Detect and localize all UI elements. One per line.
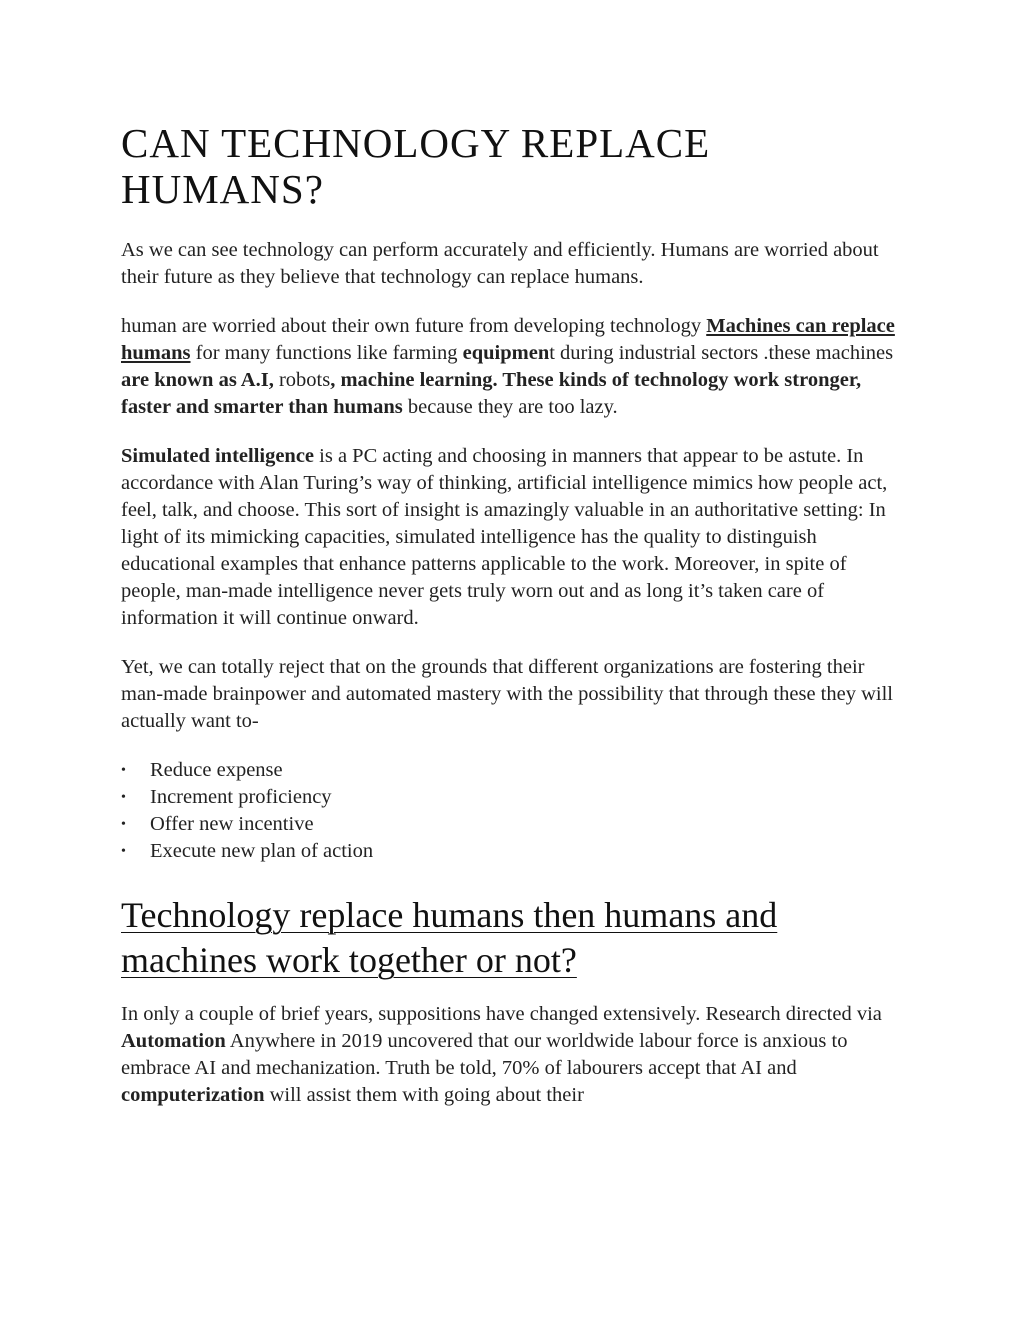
benefits-list xyxy=(121,757,911,865)
bold-run: , machine learning. These kinds of technology work stronger, faster and smarter than humans xyxy=(121,369,862,418)
list-item-text: Increment proficiency xyxy=(150,786,332,808)
text-run: Anywhere in 2019 uncovered that our worldwide labour force is anxious to embrace AI and mechanization. Truth be told, 70% of labourers accept that AI and xyxy=(121,1030,848,1079)
list-item-text: Execute new plan of action xyxy=(150,840,374,862)
list-item-text: Reduce expense xyxy=(150,759,283,781)
simulated-intelligence-paragraph xyxy=(121,443,911,632)
text-run: In only a couple of brief years, suppositions have changed extensively. Research directed via xyxy=(121,1003,882,1025)
list-item xyxy=(121,838,911,865)
bold-run: equipmen xyxy=(462,342,550,364)
list-item xyxy=(121,757,911,784)
machines-paragraph xyxy=(121,313,911,421)
document-page xyxy=(121,120,911,1109)
text-run: for many functions like farming xyxy=(190,342,463,364)
list-item xyxy=(121,784,911,811)
organizations-paragraph: Yet, we can totally reject that on the grounds that different organizations are fostering their man-made brainpower and automated mastery with the possibility that through these they will actually want to- xyxy=(121,656,893,732)
text-run: human are worried about their own future from developing technology xyxy=(121,315,707,337)
text-run: t during industrial sectors .these machines xyxy=(549,342,894,364)
list-item xyxy=(121,811,911,838)
bold-run: Automation xyxy=(121,1030,226,1052)
bullet-icon: • xyxy=(121,817,126,832)
section-heading-link[interactable]: Technology replace humans then humans and machines work together or not? xyxy=(121,895,778,980)
bold-run: Simulated intelligence xyxy=(121,445,315,467)
research-paragraph xyxy=(121,1001,911,1109)
bold-run: computerization xyxy=(121,1084,265,1106)
intro-paragraph: As we can see technology can perform accurately and efficiently. Humans are worried about their future as they believe that technology can replace humans. xyxy=(121,239,879,288)
machines-link[interactable]: Machines can replace humans xyxy=(121,315,895,364)
page-title: CAN TECHNOLOGY REPLACE HUMANS? xyxy=(121,120,711,212)
list-item-text: Offer new incentive xyxy=(150,813,314,835)
text-run: because they are too lazy. xyxy=(402,396,618,418)
bullet-icon: • xyxy=(121,844,126,859)
bullet-icon: • xyxy=(121,763,126,778)
bullet-icon: • xyxy=(121,790,126,805)
text-run: will assist them with going about their xyxy=(264,1084,584,1106)
text-run: is a PC acting and choosing in manners that appear to be astute. In accordance with Alan Turing’s way of thinking, artificial intelligence mimics how people act, feel, talk, and choose. This sort of insight is amazingly valuable in an authoritative setting: In light of its mimicking capacities, simulated intelligence has the quality to distinguish educational examples that enhance patterns applicable to the work. Moreover, in spite of people, man-made intelligence never gets truly worn out and as long it’s taken care of information it will continue onward. xyxy=(121,445,888,629)
bold-run: are known as A.I, xyxy=(121,369,274,391)
text-run: robots xyxy=(273,369,331,391)
